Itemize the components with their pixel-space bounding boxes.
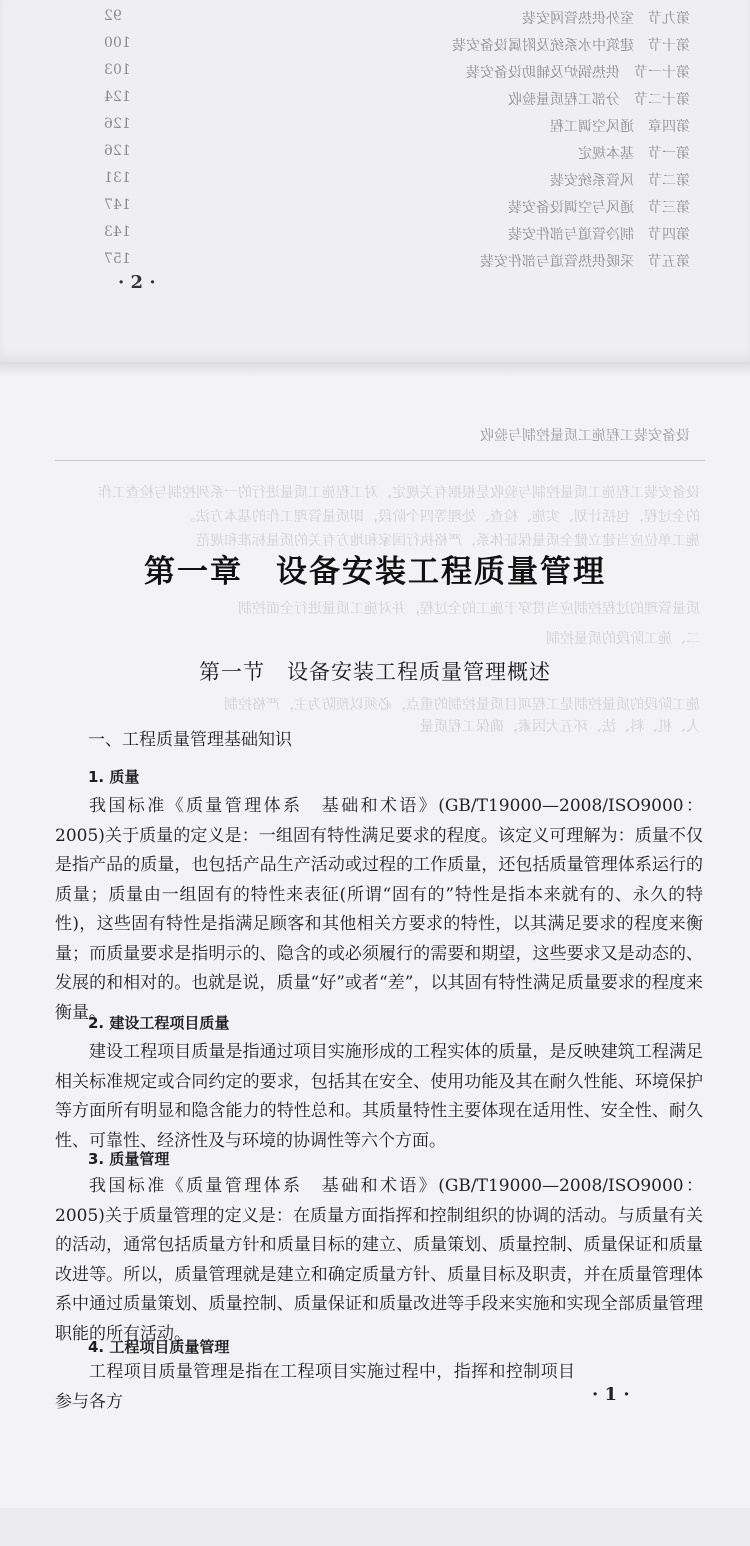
bottom-margin (0, 1508, 750, 1546)
toc-row (0, 170, 750, 198)
toc-row (0, 224, 750, 252)
header-rule (55, 460, 705, 461)
bleed-through-line: 的全过程，包括计划、实施、检查、处理等四个阶段，即质量管理工作的基本方法。 (182, 509, 700, 525)
toc-title: 第十节 建筑中水系统及附属设备安装 (452, 38, 690, 54)
page-divider (0, 362, 750, 378)
subsection-title: 2. 建设工程项目质量 (88, 1014, 230, 1032)
toc-title: 第三节 通风与空调设备安装 (508, 200, 690, 216)
toc-row (0, 116, 750, 144)
toc-title: 第五节 采暖供热管道与部件安装 (480, 254, 690, 270)
toc-title: 第十二节 分部工程质量验收 (508, 92, 690, 108)
page-number: · 1 · (592, 1384, 630, 1405)
chapter-title: 第一章 设备安装工程质量管理 (144, 554, 606, 590)
running-header-text: 设备安装工程施工质量控制与验收 (480, 428, 690, 444)
subsection-paragraph: 建设工程项目质量是指通过项目实施形成的工程实体的质量，是反映建筑工程满足相关标准规定或合同约定的要求，包括其在安全、使用功能及其在耐久性能、环境保护等方面所有明显和隐含能力的特性总和。其质量特性主要体现在适用性、安全性、耐久性、可靠性、经济性及与环境的协调性等六个方面。 (55, 1042, 703, 1151)
toc-page: 126 (104, 116, 131, 132)
toc-row (0, 35, 750, 63)
toc-title: 第四章 通风空调工程 (550, 119, 690, 135)
bleed-through-line: 人、机、料、法、环五大因素，确保工程质量 (420, 719, 700, 735)
toc-title: 第四节 制冷管道与部件安装 (508, 227, 690, 243)
bleed-through-line: 施工阶段的质量控制是工程项目质量控制的重点，必须以预防为主，严格控制 (224, 697, 700, 713)
toc-row (0, 251, 750, 279)
toc-page: 124 (104, 89, 131, 105)
section-title: 第一节 设备安装工程质量管理概述 (199, 660, 551, 684)
toc-page: 147 (104, 197, 131, 213)
subsection-paragraph: 工程项目质量管理是指在工程项目实施过程中，指挥和控制项目参与各方 (55, 1362, 575, 1412)
toc-row (0, 197, 750, 225)
running-header (0, 425, 750, 447)
subsection-title: 4. 工程项目质量管理 (88, 1338, 230, 1356)
bleed-through-line: 设备安装工程施工质量控制与验收是根据有关规定，对工程施工质量进行的一系列控制与检查工作 (98, 485, 700, 501)
toc-page: 143 (104, 224, 131, 240)
toc-page: 103 (104, 62, 131, 78)
bleed-through-line: 施工单位应当建立健全质量保证体系，严格执行国家和地方有关的质量标准和规范 (196, 533, 700, 549)
subsection-title: 1. 质量 (88, 768, 140, 786)
toc-page-number: · 2 · (118, 272, 156, 293)
toc-title: 第一节 基本规定 (578, 146, 690, 162)
heading-basic-knowledge: 一、工程质量管理基础知识 (88, 730, 292, 750)
toc-row (0, 8, 750, 36)
toc-title: 第二节 风管系统安装 (550, 173, 690, 189)
toc-page: 92 (104, 8, 122, 24)
toc-title: 第十一节 供热锅炉及辅助设备安装 (466, 65, 690, 81)
toc-title: 第九节 室外供热管网安装 (522, 11, 690, 27)
bleed-through-line: 质量管理的过程控制应当贯穿于施工的全过程，并对施工质量进行全面控制 (238, 601, 700, 617)
subsection-paragraph: 我国标准《质量管理体系 基础和术语》(GB/T19000—2008/ISO9000：2005)关于质量的定义是：一组固有特性满足要求的程度。该定义可理解为：质量不仅是指产品的质量，也包括产品生产活动或过程的工作质量，还包括质量管理体系运行的质量；质量由一组固有的特性来表征(所谓“固有的”特性是指本来就有的、永久的特性)，这些固有特性是指满足顾客和其他相关方要求的特性，以其满足要求的程度来衡量；而质量要求是指明示的、隐含的或必须履行的需要和期望，这些要求又是动态的、发展的和相对的。也就是说，质量“好”或者“差”，以其固有特性满足质量要求的程度来衡量。 (55, 796, 703, 1023)
toc-page: 157 (104, 251, 131, 267)
toc-row (0, 143, 750, 171)
bleed-through-line: 二、施工阶段的质量控制 (546, 631, 700, 647)
toc-page: 100 (104, 35, 131, 51)
subsection-paragraph: 我国标准《质量管理体系 基础和术语》(GB/T19000—2008/ISO9000：2005)关于质量管理的定义是：在质量方面指挥和控制组织的协调的活动。与质量有关的活动，通常包括质量方针和质量目标的建立、质量策划、质量控制、质量保证和质量改进等。所以，质量管理就是建立和确定质量方针、质量目标及职责，并在质量管理体系中通过质量策划、质量控制、质量保证和质量改进等手段来实施和实现全部质量管理职能的所有活动。 (55, 1176, 703, 1344)
toc-page: 131 (104, 170, 131, 186)
toc-row (0, 62, 750, 90)
subsection-title: 3. 质量管理 (88, 1150, 170, 1168)
toc-page: 126 (104, 143, 131, 159)
toc-row (0, 89, 750, 117)
